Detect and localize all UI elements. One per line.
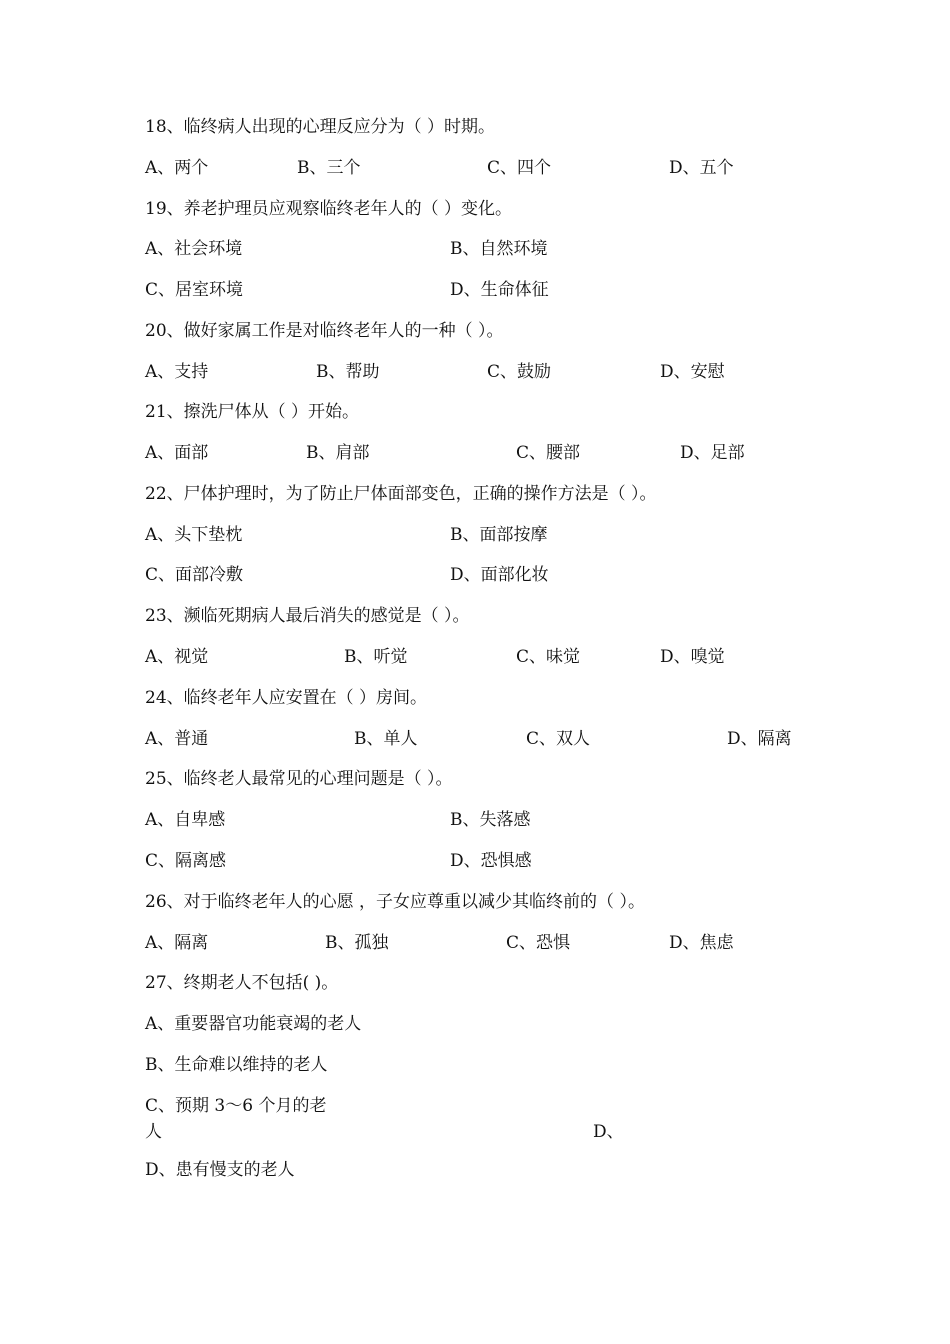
- question-stem: 20、做好家属工作是对临终老年人的一种（ ）。: [145, 321, 504, 341]
- option: B、帮助: [316, 362, 380, 382]
- option: A、社会环境: [145, 239, 243, 259]
- option: A、隔离: [145, 933, 209, 953]
- option: C、味觉: [516, 647, 581, 667]
- option: D、生命体征: [450, 280, 549, 300]
- question-stem: 22、尸体护理时，为了防止尸体面部变色，正确的操作方法是（ ）。: [145, 484, 657, 504]
- option: C、面部冷敷: [145, 565, 244, 585]
- option: A、普通: [145, 729, 209, 749]
- option: C、隔离感: [145, 851, 227, 871]
- option: A、面部: [145, 443, 209, 463]
- option: D、恐惧感: [450, 851, 532, 871]
- option: D、嗅觉: [660, 647, 725, 667]
- option: D、患有慢支的老人: [145, 1160, 295, 1180]
- option: A、自卑感: [145, 810, 226, 830]
- option: A、头下垫枕: [145, 525, 243, 545]
- option: D、五个: [669, 158, 734, 178]
- option: B、生命难以维持的老人: [145, 1055, 328, 1075]
- option: B、孤独: [325, 933, 389, 953]
- option: B、单人: [354, 729, 418, 749]
- question-stem: 25、临终老人最常见的心理问题是（ ）。: [145, 769, 453, 789]
- option: D、足部: [680, 443, 745, 463]
- option: C、腰部: [516, 443, 581, 463]
- option: C、居室环境: [145, 280, 244, 300]
- option: B、面部按摩: [450, 525, 548, 545]
- option: C、四个: [487, 158, 552, 178]
- question-stem: 19、养老护理员应观察临终老年人的（ ）变化。: [145, 199, 513, 219]
- option: D、安慰: [660, 362, 725, 382]
- option: A、支持: [145, 362, 209, 382]
- option: C、鼓励: [487, 362, 552, 382]
- question-stem: 24、临终老年人应安置在（ ）房间。: [145, 688, 428, 708]
- option: D、: [593, 1122, 624, 1142]
- option: A、重要器官功能衰竭的老人: [145, 1014, 362, 1034]
- option: B、肩部: [306, 443, 370, 463]
- question-stem: 26、对于临终老年人的心愿 ，子女应尊重以减少其临终前的（ ）。: [145, 892, 645, 912]
- option: B、失落感: [450, 810, 531, 830]
- option-continuation: 人: [145, 1122, 162, 1142]
- question-stem: 18、临终病人出现的心理反应分为（ ）时期。: [145, 117, 496, 137]
- question-stem: 21、擦洗尸体从（ ）开始。: [145, 402, 360, 422]
- option: B、自然环境: [450, 239, 548, 259]
- option: C、双人: [526, 729, 591, 749]
- question-stem: 27、终期老人不包括( )。: [145, 973, 339, 993]
- option: A、两个: [145, 158, 209, 178]
- question-stem: 23、濒临死期病人最后消失的感觉是（ ）。: [145, 606, 470, 626]
- option: D、面部化妆: [450, 565, 549, 585]
- option: C、恐惧: [506, 933, 571, 953]
- option: D、隔离: [727, 729, 792, 749]
- option: D、焦虑: [669, 933, 734, 953]
- option: C、预期 3～6 个月的老: [145, 1096, 327, 1116]
- option: A、视觉: [145, 647, 209, 667]
- option: B、三个: [297, 158, 361, 178]
- option: B、听觉: [344, 647, 408, 667]
